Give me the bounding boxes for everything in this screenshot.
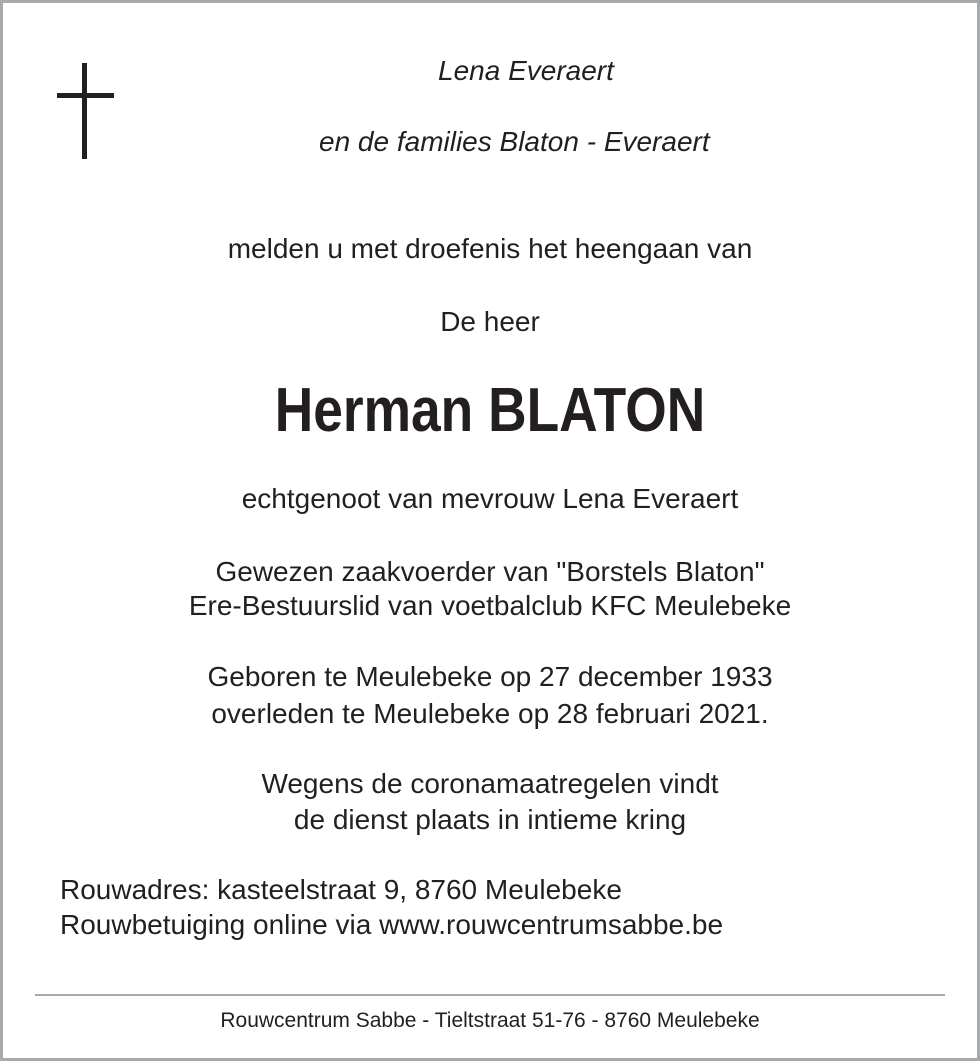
footer-divider: [35, 994, 945, 996]
role-line-2: Ere-Bestuurslid van voetbalclub KFC Meulebeke: [188, 590, 792, 621]
cross-icon: [57, 63, 114, 159]
salutation: De heer: [440, 306, 540, 337]
role-line-1: Gewezen zaakvoerder van "Borstels Blaton": [215, 556, 765, 587]
funeral-home-footer: Rouwcentrum Sabbe - Tieltstraat 51-76 - 8760 Meulebeke: [220, 1009, 760, 1032]
intro-text: melden u met droefenis het heengaan van: [227, 233, 753, 264]
deceased-name: Herman BLATON: [274, 376, 706, 445]
service-line-1: Wegens de coronamaatregelen vindt: [261, 768, 719, 799]
family-line-2: en de families Blaton - Everaert: [319, 126, 710, 157]
death-text: overleden te Meulebeke op 28 februari 2021.: [211, 698, 769, 729]
family-line-1: Lena Everaert: [438, 55, 614, 86]
birth-text: Geboren te Meulebeke op 27 december 1933: [207, 661, 773, 692]
service-line-2: de dienst plaats in intieme kring: [293, 804, 687, 835]
condolence-link: Rouwbetuiging online via www.rouwcentrumsabbe.be: [60, 909, 724, 940]
mourning-address: Rouwadres: kasteelstraat 9, 8760 Meulebeke: [60, 874, 622, 905]
spouse-text: echtgenoot van mevrouw Lena Everaert: [241, 483, 739, 514]
